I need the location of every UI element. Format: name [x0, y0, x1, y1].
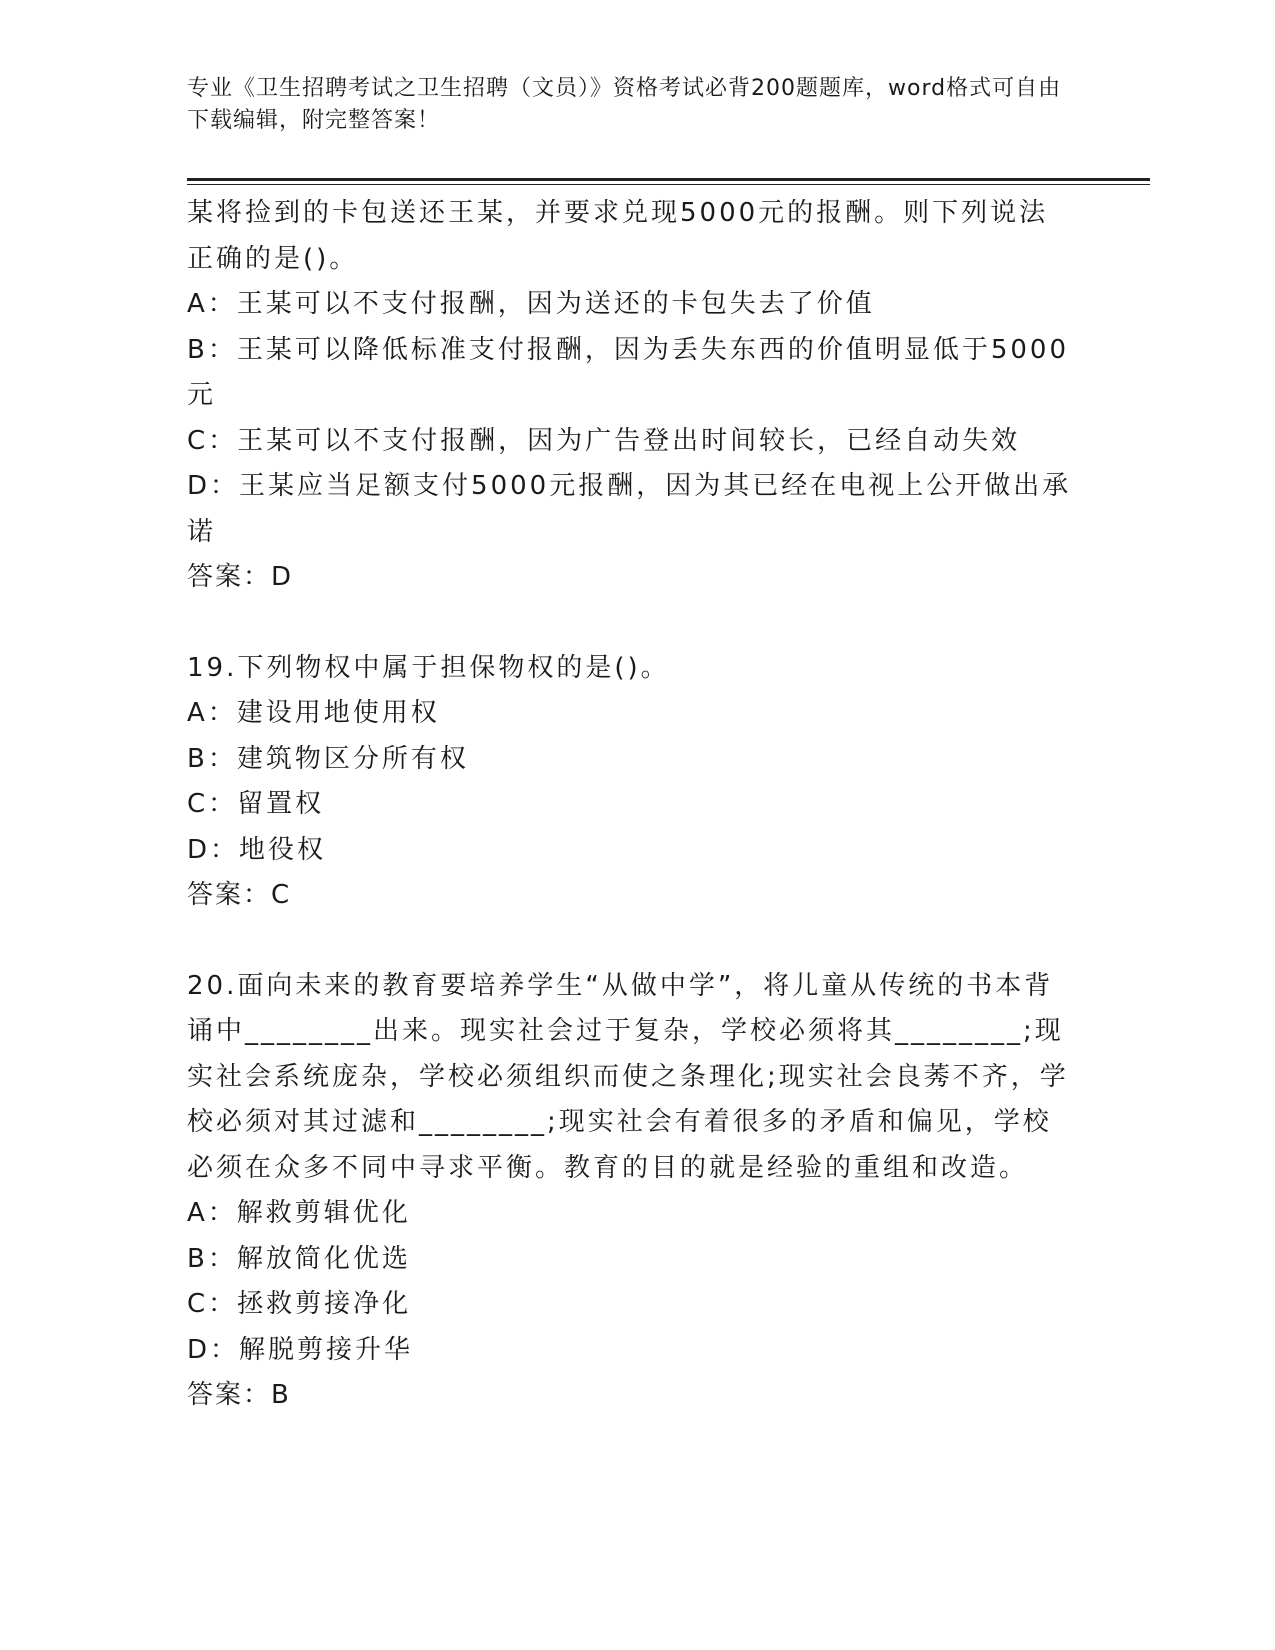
answer: 答案：B [187, 1380, 291, 1410]
option-a: A：解救剪辑优化 [187, 1198, 411, 1228]
question-19 [187, 646, 1077, 919]
document-header: 专业《卫生招聘考试之卫生招聘（文员）》资格考试必背200题题库，word格式可自由下载编辑，附完整答案！ [187, 76, 1062, 133]
option-a: A：建设用地使用权 [187, 698, 440, 728]
option-a: A：王某可以不支付报酬，因为送还的卡包失去了价值 [187, 289, 875, 319]
question-stem: 某将捡到的卡包送还王某，并要求兑现5000元的报酬。则下列说法正确的是()。 [187, 198, 1049, 274]
question-18 [187, 191, 1077, 601]
option-b: B：王某可以降低标准支付报酬，因为丢失东西的价值明显低于5000元 [187, 334, 1070, 410]
option-d: D：地役权 [187, 834, 327, 865]
document-body [187, 191, 1077, 1419]
option-c: C：王某可以不支付报酬，因为广告登出时间较长，已经自动失效 [187, 425, 1021, 456]
option-b: B：建筑物区分所有权 [187, 743, 469, 774]
option-d: D：王某应当足额支付5000元报酬，因为其已经在电视上公开做出承诺 [187, 471, 1072, 547]
answer: 答案：D [187, 562, 294, 592]
option-d: D：解脱剪接升华 [187, 1334, 414, 1365]
answer: 答案：C [187, 880, 292, 910]
option-c: C：拯救剪接净化 [187, 1289, 412, 1319]
option-c: C：留置权 [187, 789, 325, 819]
question-stem: 19.下列物权中属于担保物权的是()。 [187, 652, 670, 683]
question-20 [187, 964, 1077, 1419]
question-stem: 20.面向未来的教育要培养学生“从做中学”，将儿童从传统的书本背诵中________出来。现实社会过于复杂，学校必须将其________;现实社会系统庞杂，学校必须组织而使之条理化;现实社会良莠不齐，学校必须对其过滤和________;现实社会有着很多的矛盾和偏见，学校必须在众多不同中寻求平衡。教育的目的就是经验的重组和改造。 [187, 970, 1069, 1183]
header-rule-thin [187, 184, 1150, 185]
option-b: B：解放简化优选 [187, 1243, 411, 1274]
header-rule-thick [187, 178, 1150, 181]
